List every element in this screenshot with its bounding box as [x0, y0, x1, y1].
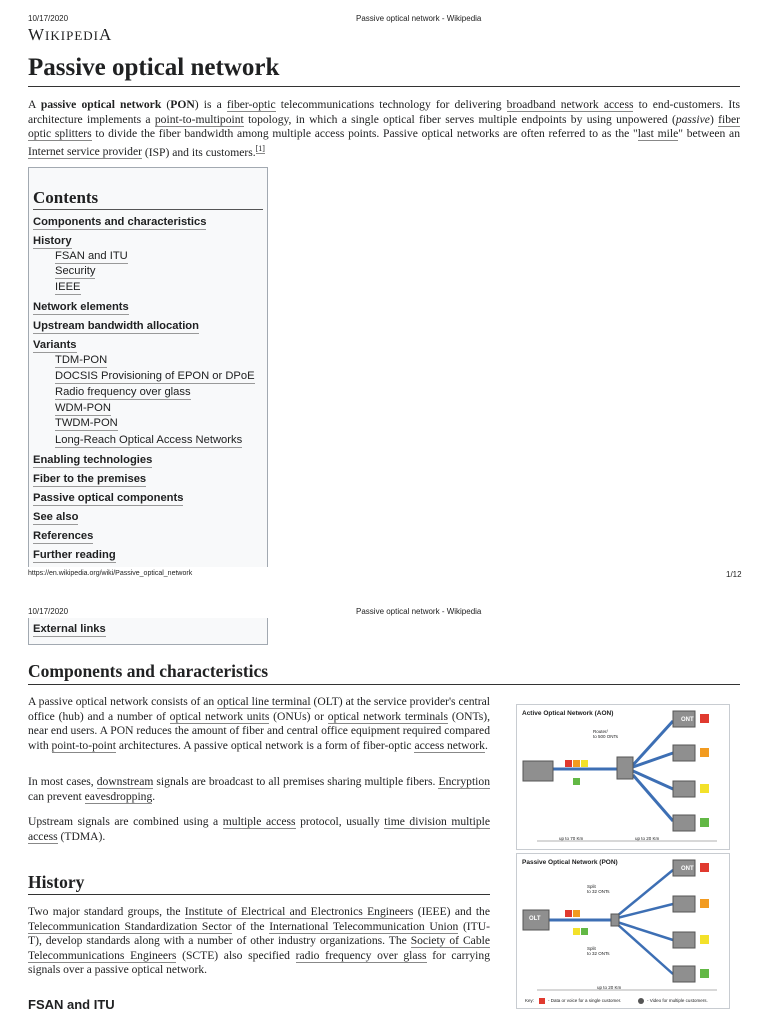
- section-heading-components: Components and characteristics: [28, 661, 269, 681]
- aon-signal-c: [581, 760, 588, 767]
- toc-title: Contents: [33, 188, 99, 207]
- pon-split-note-bottom: Split to 32 ONTs: [587, 946, 610, 956]
- toc-item-external-links[interactable]: External links: [33, 623, 106, 635]
- toc-item-enabling-technologies[interactable]: Enabling technologies: [33, 454, 153, 466]
- pon-distance: up to 20 Km: [597, 985, 622, 990]
- print-footer-url: https://en.wikipedia.org/wiki/Passive_optical_network: [28, 570, 193, 577]
- pon-signal-d: [581, 928, 588, 935]
- pon-badge-b: [700, 899, 709, 908]
- pon-olt-label: OLT: [529, 916, 541, 922]
- toc-item-further-reading[interactable]: Further reading: [33, 549, 116, 561]
- toc-item-fiber-to-the-premises[interactable]: Fiber to the premises: [33, 473, 147, 485]
- table-of-contents-continued: [28, 618, 268, 645]
- link-fiber-optic[interactable]: fiber-optic: [226, 98, 276, 111]
- pon-ont-c: [673, 932, 695, 948]
- components-paragraph-3: Upstream signals are combined using a multiple access protocol, usually time division multiple access (TDMA).: [28, 815, 490, 843]
- toc-item-tdm-pon[interactable]: TDM-PON: [55, 354, 108, 366]
- link-optical-network-units[interactable]: optical network units: [169, 709, 270, 723]
- toc-item-long-reach[interactable]: Long-Reach Optical Access Networks: [55, 434, 243, 446]
- pon-split-note-top: Split to 32 ONTs: [587, 884, 610, 894]
- aon-badge-b: [700, 748, 709, 757]
- toc-item-security[interactable]: Security: [55, 265, 96, 277]
- pon-badge-d: [700, 969, 709, 978]
- history-paragraph-1: Two major standard groups, the Institute of Electrical and Electronics Engineers (IEEE) and the Telecommunication Standardization Sector of the International Telecommunication Union (ITU-T), develop standards along with a number of other industry organizations. The Society of Cable Telecommunications Engineers (SCTE) also specified radio frequency over glass for carrying signals over a passive optical network.: [28, 905, 490, 976]
- aon-badge-c: [700, 784, 709, 793]
- pon-badge-a: [700, 863, 709, 872]
- aon-signal-d: [573, 778, 580, 785]
- figure-aon-diagram[interactable]: [516, 704, 730, 850]
- toc-item-variants[interactable]: Variants: [33, 339, 77, 351]
- aon-router-box: [617, 757, 633, 779]
- section-divider-history: [28, 894, 490, 895]
- intro-paragraph: A passive optical network (PON) is a fiber-optic telecommunications technology for delivering broadband network access to end-customers. Its architecture implements a point-to-multipoint topology, in which a single optical fiber serves multiple endpoints by using unpowered (passive) fiber optic splitters to divide the fiber bandwidth among multiple access points. Passive optical networks are often referred to as the "last mile" between an Internet service provider (ISP) and its customers.[1]: [28, 98, 741, 159]
- toc-item-radio-frequency-over-glass[interactable]: Radio frequency over glass: [55, 386, 191, 398]
- reference-1-link[interactable]: [1]: [255, 143, 265, 153]
- page-title: Passive optical network: [28, 54, 280, 81]
- toc-item-network-elements[interactable]: Network elements: [33, 301, 129, 313]
- pon-diagram-svg: [517, 854, 729, 1008]
- link-downstream[interactable]: downstream: [96, 775, 154, 788]
- wikipedia-logo[interactable]: WIKIPEDIA: [28, 25, 113, 44]
- key-multi-swatch: [638, 998, 644, 1004]
- key-multi-text: - Video for multiple customers.: [647, 998, 708, 1003]
- link-itu-t[interactable]: Telecommunication Standardization Sector: [28, 919, 232, 933]
- pon-ont-label: ONT: [681, 866, 694, 872]
- aon-hub-box: [523, 761, 553, 781]
- toc-item-upstream-bandwidth-allocation[interactable]: Upstream bandwidth allocation: [33, 320, 199, 332]
- link-point-to-point[interactable]: point-to-point: [51, 738, 116, 752]
- link-internet-service-provider[interactable]: Internet service provider: [28, 145, 142, 159]
- pon-ont-b: [673, 896, 695, 912]
- print-header-date-2: 10/17/2020: [28, 607, 69, 616]
- print-header-title: Passive optical network - Wikipedia: [356, 14, 482, 23]
- toc-item-ieee[interactable]: IEEE: [55, 281, 81, 293]
- toc-item-history[interactable]: History: [33, 235, 72, 247]
- table-of-contents: [28, 167, 268, 567]
- toc-item-references[interactable]: References: [33, 530, 94, 542]
- link-eavesdropping[interactable]: eavesdropping: [84, 789, 153, 803]
- aon-distance-2: up to 20 Km: [635, 836, 660, 841]
- link-tdma[interactable]: time division multiple access: [28, 815, 490, 843]
- link-optical-network-terminals[interactable]: optical network terminals: [327, 709, 449, 723]
- toc-title-rule: [33, 209, 263, 210]
- aon-ont-d: [673, 815, 695, 831]
- link-encryption[interactable]: Encryption: [438, 775, 490, 788]
- aon-diagram-svg: [517, 705, 729, 849]
- aon-signal-b: [573, 760, 580, 767]
- pon-signal-b: [573, 910, 580, 917]
- figure-pon-diagram[interactable]: [516, 853, 730, 1009]
- link-rfog[interactable]: radio frequency over glass: [295, 948, 427, 962]
- subsection-heading-fsan-itu: FSAN and ITU: [28, 997, 115, 1012]
- toc-item-wdm-pon[interactable]: WDM-PON: [55, 402, 111, 414]
- aon-router-note: Router/ to 500 ONTs: [593, 729, 619, 739]
- print-footer-page: 1/12: [726, 570, 742, 579]
- aon-ont-label: ONT: [681, 717, 694, 723]
- title-divider: [28, 86, 740, 87]
- aon-badge-d: [700, 818, 709, 827]
- aon-title: Active Optical Network (AON): [522, 710, 614, 717]
- key-label: Key:: [525, 998, 535, 1003]
- link-scte[interactable]: Society of Cable Telecommunications Engineers: [28, 934, 490, 962]
- components-paragraph-2: In most cases, downstream signals are broadcast to all premises sharing multiple fibers. Encryption can prevent eavesdropping.: [28, 775, 490, 803]
- aon-ont-c: [673, 781, 695, 797]
- toc-item-docsis-provisioning[interactable]: DOCSIS Provisioning of EPON or DPoE: [55, 370, 255, 382]
- link-broadband-network-access[interactable]: broadband network access: [506, 98, 634, 111]
- aon-badge-a: [700, 714, 709, 723]
- print-header-title-2: Passive optical network - Wikipedia: [356, 607, 482, 616]
- toc-item-passive-optical-components[interactable]: Passive optical components: [33, 492, 184, 504]
- toc-item-fsan-and-itu[interactable]: FSAN and ITU: [55, 250, 128, 262]
- components-paragraph-1: A passive optical network consists of an optical line terminal (OLT) at the service provider's central office (hub) and a number of optical network units (ONUs) or optical network terminals (ONTs), near end users. A PON reduces the amount of fiber and central office equipment required compared with point-to-point architectures. A passive optical network is a form of fiber-optic access network.: [28, 695, 491, 752]
- toc-item-components-and-characteristics[interactable]: Components and characteristics: [33, 216, 207, 228]
- link-fiber-optic-splitters[interactable]: fiber optic splitters: [28, 112, 741, 140]
- section-heading-history: History: [28, 872, 85, 892]
- pon-splitter: [611, 914, 619, 926]
- key-single-swatch: [539, 998, 545, 1004]
- link-point-to-multipoint[interactable]: point-to-multipoint: [154, 112, 244, 126]
- aon-signal-a: [565, 760, 572, 767]
- link-access-network[interactable]: access network: [414, 738, 485, 752]
- aon-ont-b: [673, 745, 695, 761]
- toc-item-twdm-pon[interactable]: TWDM-PON: [55, 417, 118, 429]
- key-single-text: - Data or voice for a single customer.: [548, 998, 622, 1003]
- pon-title: Passive Optical Network (PON): [522, 859, 618, 866]
- pon-signal-a: [565, 910, 572, 917]
- link-multiple-access[interactable]: multiple access: [222, 815, 296, 828]
- print-header-date: 10/17/2020: [28, 14, 69, 23]
- toc-item-see-also[interactable]: See also: [33, 511, 79, 523]
- pon-ont-d: [673, 966, 695, 982]
- pon-signal-c: [573, 928, 580, 935]
- link-itu[interactable]: International Telecommunication Union: [269, 919, 459, 933]
- link-optical-line-terminal[interactable]: optical line terminal: [217, 695, 311, 708]
- pon-badge-c: [700, 935, 709, 944]
- aon-distance-1: up to 70 Km: [559, 836, 584, 841]
- link-ieee[interactable]: Institute of Electrical and Electronics Engineers: [184, 905, 414, 918]
- section-divider-components: [28, 684, 740, 685]
- link-last-mile[interactable]: last mile: [637, 127, 679, 140]
